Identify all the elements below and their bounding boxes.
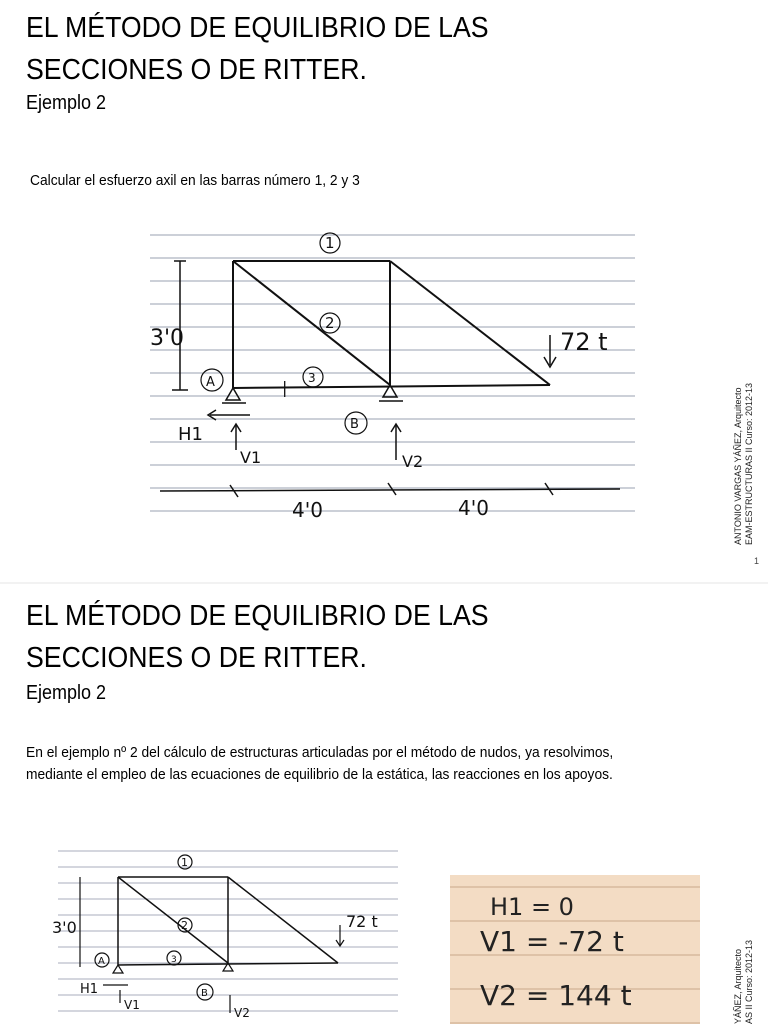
slide-title-line1: EL MÉTODO DE EQUILIBRIO DE LAS <box>26 600 489 632</box>
author-credit <box>733 940 755 1024</box>
bar-1-label: 1 <box>181 856 188 869</box>
h1-label: H1 <box>178 424 203 445</box>
truss-members <box>233 261 550 388</box>
author-credit-line2: EAM-ESTRUCTURAS II Curso: 2012-13 <box>744 382 754 545</box>
body-line-1: En el ejemplo nº 2 del cálculo de estructuras articuladas por el método de nudos, ya resolvimos, <box>26 744 614 761</box>
slide-subtitle: Ejemplo 2 <box>26 682 107 704</box>
height-label: 3'0 <box>52 918 77 937</box>
body-line-2: mediante el empleo de las ecuaciones de equilibrio de la estática, las reacciones en los apoyos. <box>26 766 613 783</box>
bar-2-label: 2 <box>325 314 335 332</box>
reaction-arrows <box>208 410 401 460</box>
slide-subtitle: Ejemplo 2 <box>26 92 107 114</box>
slide-title-line2: SECCIONES O DE RITTER. <box>26 54 367 86</box>
author-credit <box>733 383 755 545</box>
author-credit-line2: AS II Curso: 2012-13 <box>744 939 754 1024</box>
problem-statement: Calcular el esfuerzo axil en las barras número 1, 2 y 3 <box>30 172 360 189</box>
reaction-h1: H1 = 0 <box>490 893 574 921</box>
v2-label: V2 <box>402 452 424 471</box>
truss-sketch-small <box>52 845 398 1024</box>
notebook-lines <box>150 235 635 511</box>
node-a-label: A <box>98 956 105 967</box>
reactions-note <box>450 875 700 1024</box>
node-a-label: A <box>206 375 215 390</box>
node-circles <box>201 233 367 434</box>
height-label: 3'0 <box>150 326 185 351</box>
slide-title-line1: EL MÉTODO DE EQUILIBRIO DE LAS <box>26 12 489 44</box>
truss-sketch <box>150 225 635 525</box>
author-credit-line1: ANTONIO VARGAS YÁÑEZ, Arquitecto <box>733 387 743 545</box>
slide-title-line2: SECCIONES O DE RITTER. <box>26 642 367 674</box>
v1-label: V1 <box>240 448 262 467</box>
page-number: 1 <box>754 556 760 566</box>
bar-3-label: 3 <box>308 371 316 385</box>
node-b-label: B <box>350 417 359 432</box>
truss-members <box>118 877 338 965</box>
slide-2 <box>0 588 768 1024</box>
span-dimension <box>160 483 620 497</box>
bar-1-label: 1 <box>325 234 335 252</box>
span-2-label: 4'0 <box>458 496 489 520</box>
v2-label: V2 <box>234 1006 250 1020</box>
load-label: 72 t <box>560 328 608 356</box>
bar-3-mark: | <box>282 378 288 397</box>
load-label: 72 t <box>346 912 378 931</box>
h1-label: H1 <box>80 982 99 997</box>
span-1-label: 4'0 <box>292 498 323 522</box>
v1-label: V1 <box>124 998 140 1012</box>
node-b-label: B <box>201 988 208 999</box>
reaction-v2: V2 = 144 t <box>480 979 632 1012</box>
bar-3-label: 3 <box>171 955 177 965</box>
bar-2-label: 2 <box>181 919 188 932</box>
author-credit-line1: YÁÑEZ, Arquitecto <box>733 948 743 1024</box>
load-arrow <box>544 335 556 367</box>
slide-divider <box>0 582 768 584</box>
reaction-v1: V1 = -72 t <box>480 925 624 958</box>
